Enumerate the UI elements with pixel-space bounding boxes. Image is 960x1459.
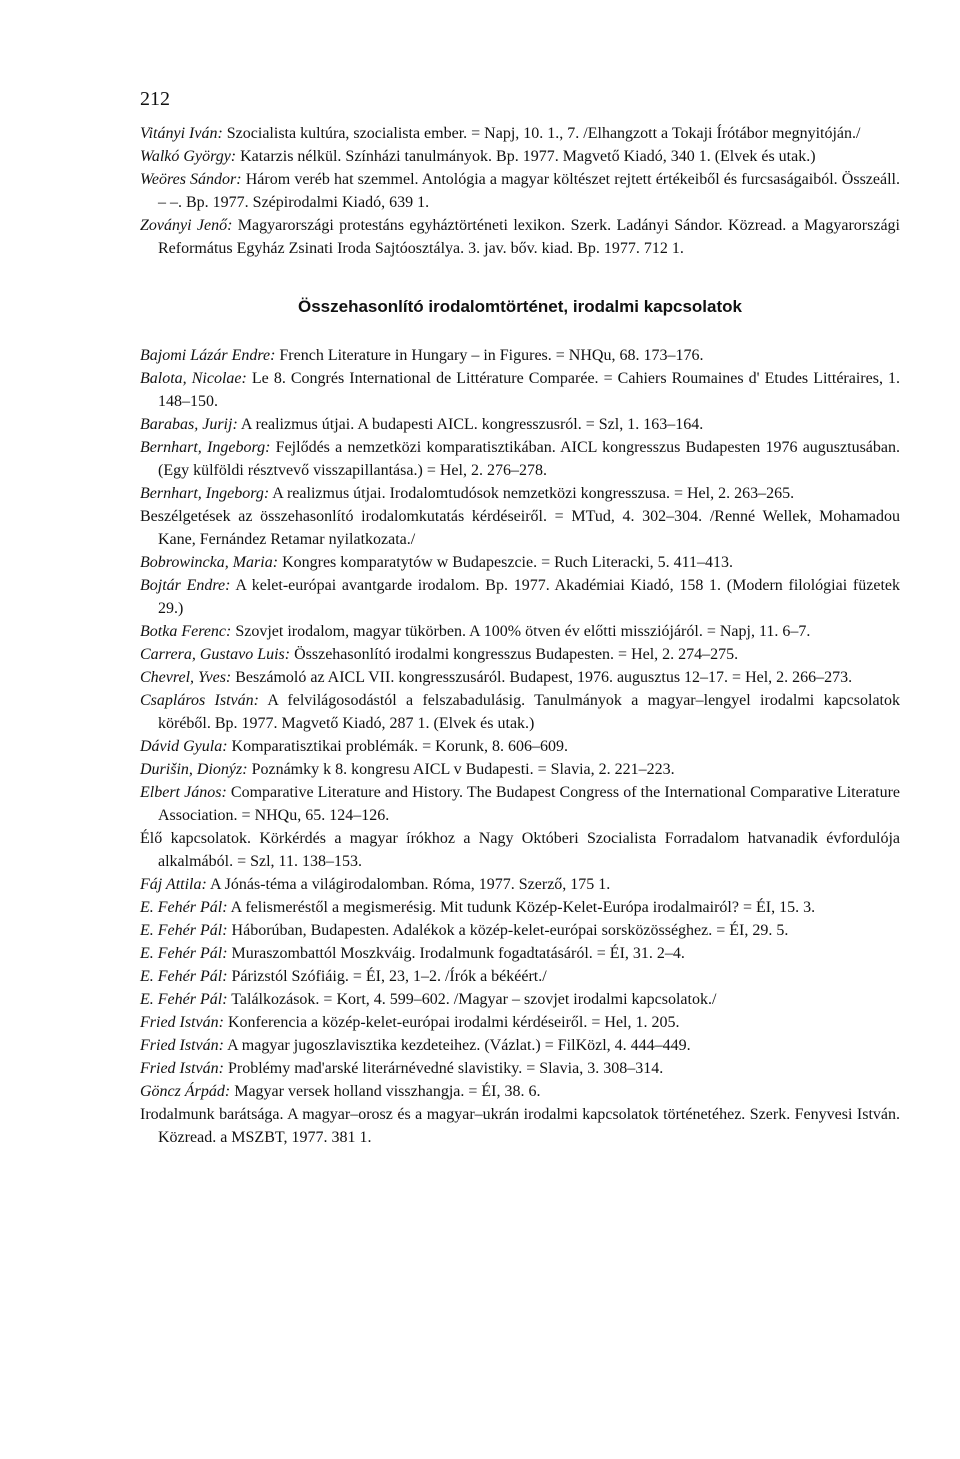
entry-author: Walkó György: xyxy=(140,148,237,165)
entry-text: Beszélgetések az összehasonlító irodalomkutatás kérdéseiről. = MTud, 4. 302–304. /Renné Wellek, Mohamadou Kane, Fernández Retamar nyilatkozata./ xyxy=(140,508,900,548)
bibliography-entry xyxy=(140,145,900,168)
bibliography-entry xyxy=(140,942,900,965)
entry-author: Bernhart, Ingeborg: xyxy=(140,485,270,502)
bibliography-list-before xyxy=(140,122,900,260)
bibliography-entry xyxy=(140,413,900,436)
entry-author: Vitányi Iván: xyxy=(140,125,223,142)
bibliography-entry xyxy=(140,965,900,988)
page-number: 212 xyxy=(140,88,170,110)
entry-author: E. Fehér Pál: xyxy=(140,968,228,985)
bibliography-entry xyxy=(140,827,900,873)
entry-author: Bajomi Lázár Endre: xyxy=(140,347,276,364)
bibliography-entry xyxy=(140,919,900,942)
entry-author: Carrera, Gustavo Luis: xyxy=(140,646,291,663)
bibliography-entry xyxy=(140,122,900,145)
entry-text: Magyarországi protestáns egyháztörténeti lexikon. Szerk. Ladányi Sándor. Közread. a Magyarországi Református Egyház Zsinati Iroda Sajtóosztálya. 3. jav. bőv. kiad. Bp. 1977. 712 1. xyxy=(158,217,900,257)
bibliography-entry xyxy=(140,689,900,735)
bibliography-entry xyxy=(140,1011,900,1034)
entry-author: Fried István: xyxy=(140,1014,224,1031)
bibliography-entry xyxy=(140,367,900,413)
bibliography-entry xyxy=(140,643,900,666)
entry-text: Összehasonlító irodalmi kongresszus Budapesten. = Hel, 2. 274–275. xyxy=(294,646,739,663)
entry-text: Szovjet irodalom, magyar tükörben. A 100% ötven év előtti missziójáról. = Napj, 11. 6–7. xyxy=(235,623,811,640)
entry-text: Katarzis nélkül. Színházi tanulmányok. Bp. 1977. Magvető Kiadó, 340 1. (Elvek és utak.) xyxy=(240,148,816,165)
entry-author: Dávid Gyula: xyxy=(140,738,228,755)
bibliography-entry xyxy=(140,735,900,758)
entry-text: Találkozások. = Kort, 4. 599–602. /Magyar – szovjet irodalmi kapcsolatok./ xyxy=(231,991,717,1008)
entry-author: Fáj Attila: xyxy=(140,876,207,893)
entry-text: Irodalmunk barátsága. A magyar–orosz és a magyar–ukrán irodalmi kapcsolatok történetéhez. Szerk. Fenyvesi István. Közread. a MSZBT, 1977. 381 1. xyxy=(140,1106,900,1146)
entry-author: Elbert János: xyxy=(140,784,227,801)
entry-text: A magyar jugoszlavisztika kezdeteihez. (Vázlat.) = FilKözl, 4. 444–449. xyxy=(227,1037,691,1054)
entry-text: Le 8. Congrés International de Littérature Comparée. = Cahiers Roumaines d' Etudes Littéraires, 1. 148–150. xyxy=(158,370,901,410)
bibliography-entry xyxy=(140,344,900,367)
entry-author: E. Fehér Pál: xyxy=(140,899,228,916)
bibliography-entry xyxy=(140,1080,900,1103)
entry-author: Zoványi Jenő: xyxy=(140,217,233,234)
entry-text: Kongres komparatytów w Budapeszcie. = Ruch Literacki, 5. 411–413. xyxy=(282,554,734,571)
entry-text: French Literature in Hungary – in Figures. = NHQu, 68. 173–176. xyxy=(279,347,704,364)
entry-author: E. Fehér Pál: xyxy=(140,945,228,962)
entry-author: Bobrowincka, Maria: xyxy=(140,554,279,571)
bibliography-list xyxy=(140,344,900,1149)
bibliography-entry xyxy=(140,896,900,919)
entry-author: Fried István: xyxy=(140,1060,224,1077)
bibliography-entry xyxy=(140,620,900,643)
entry-author: Durišin, Dionýz: xyxy=(140,761,248,778)
entry-text: A felvilágosodástól a felszabadulásig. Tanulmányok a magyar–lengyel irodalmi kapcsolatok köréből. Bp. 1977. Magvető Kiadó, 287 1. (Elvek és utak.) xyxy=(158,692,900,732)
entry-author: E. Fehér Pál: xyxy=(140,922,228,939)
bibliography-entry xyxy=(140,436,900,482)
entry-text: A kelet-európai avantgarde irodalom. Bp. 1977. Akadémiai Kiadó, 158 1. (Modern filológiai füzetek 29.) xyxy=(158,577,900,617)
entry-author: Weöres Sándor: xyxy=(140,171,242,188)
bibliography-entry xyxy=(140,873,900,896)
entry-author: Csapláros István: xyxy=(140,692,259,709)
bibliography-entry xyxy=(140,1034,900,1057)
bibliography-entry xyxy=(140,666,900,689)
entry-text: A felismeréstől a megismerésig. Mit tudunk Közép-Kelet-Európa irodalmairól? = ÉI, 15. 3. xyxy=(230,899,816,916)
entry-text: A Jónás-téma a világirodalomban. Róma, 1977. Szerző, 175 1. xyxy=(209,876,611,893)
entry-text: Fejlődés a nemzetközi komparatisztikában. AICL kongresszus Budapesten 1976 augusztusában. (Egy külföldi résztvevő visszapillantása.) = Hel, 2. 276–278. xyxy=(158,439,901,479)
entry-text: Muraszombattól Moszkváig. Irodalmunk fogadtatásáról. = ÉI, 31. 2–4. xyxy=(231,945,685,962)
entry-author: Bojtár Endre: xyxy=(140,577,231,594)
entry-author: Fried István: xyxy=(140,1037,224,1054)
entry-text: Háborúban, Budapesten. Adalékok a közép-kelet-európai sorsközösséghez. = ÉI, 29. 5. xyxy=(231,922,789,939)
entry-author: Bernhart, Ingeborg: xyxy=(140,439,271,456)
entry-author: Chevrel, Yves: xyxy=(140,669,232,686)
bibliography-entry xyxy=(140,1057,900,1080)
entry-text: Konferencia a közép-kelet-európai irodalmi kérdéseiről. = Hel, 1. 205. xyxy=(227,1014,680,1031)
bibliography-entry xyxy=(140,505,900,551)
entry-text: A realizmus útjai. Irodalomtudósok nemzetközi kongresszusa. = Hel, 2. 263–265. xyxy=(272,485,795,502)
entry-text: Szocialista kultúra, szocialista ember. = Napj, 10. 1., 7. /Elhangzott a Tokaji Írótábor megnyitóján./ xyxy=(226,125,861,142)
entry-author: Göncz Árpád: xyxy=(140,1083,231,1100)
entry-text: Magyar versek holland visszhangja. = ÉI, 38. 6. xyxy=(234,1083,541,1100)
entry-text: Comparative Literature and History. The Budapest Congress of the International Comparative Literature Association. = NHQu, 65. 124–126. xyxy=(158,784,901,824)
bibliography-entry xyxy=(140,758,900,781)
bibliography-entry xyxy=(140,482,900,505)
entry-author: Balota, Nicolae: xyxy=(140,370,247,387)
bibliography-entry xyxy=(140,551,900,574)
bibliography-entry xyxy=(140,988,900,1011)
entry-author: Barabas, Jurij: xyxy=(140,416,238,433)
entry-text: A realizmus útjai. A budapesti AICL. kongresszusról. = Szl, 1. 163–164. xyxy=(240,416,704,433)
entry-text: Párizstól Szófiáig. = ÉI, 23, 1–2. /Írók a békéért./ xyxy=(231,968,547,985)
section-heading: Összehasonlító irodalomtörténet, irodalmi kapcsolatok xyxy=(298,297,742,316)
bibliography-entry xyxy=(140,781,900,827)
entry-text: Élő kapcsolatok. Körkérdés a magyar írókhoz a Nagy Októberi Szocialista Forradalom hatvanadik évfordulója alkalmából. = Szl, 11. 138–153. xyxy=(140,830,900,870)
entry-author: E. Fehér Pál: xyxy=(140,991,228,1008)
entry-text: Problémy mad'arské literárnévedné slavistiky. = Slavia, 3. 308–314. xyxy=(227,1060,664,1077)
bibliography-entry xyxy=(140,214,900,260)
entry-text: Komparatisztikai problémák. = Korunk, 8. 606–609. xyxy=(231,738,569,755)
bibliography-entry xyxy=(140,574,900,620)
entry-author: Botka Ferenc: xyxy=(140,623,232,640)
bibliography-entry xyxy=(140,168,900,214)
entry-text: Beszámoló az AICL VII. kongresszusáról. Budapest, 1976. augusztus 12–17. = Hel, 2. 266–273. xyxy=(235,669,853,686)
entry-text: Három veréb hat szemmel. Antológia a magyar költészet rejtett értékeiből és furcsaságaiból. Összeáll. – –. Bp. 1977. Szépirodalmi Kiadó, 639 1. xyxy=(158,171,900,211)
entry-text: Poznámky k 8. kongresu AICL v Budapesti. = Slavia, 2. 221–223. xyxy=(251,761,675,778)
bibliography-entry xyxy=(140,1103,900,1149)
